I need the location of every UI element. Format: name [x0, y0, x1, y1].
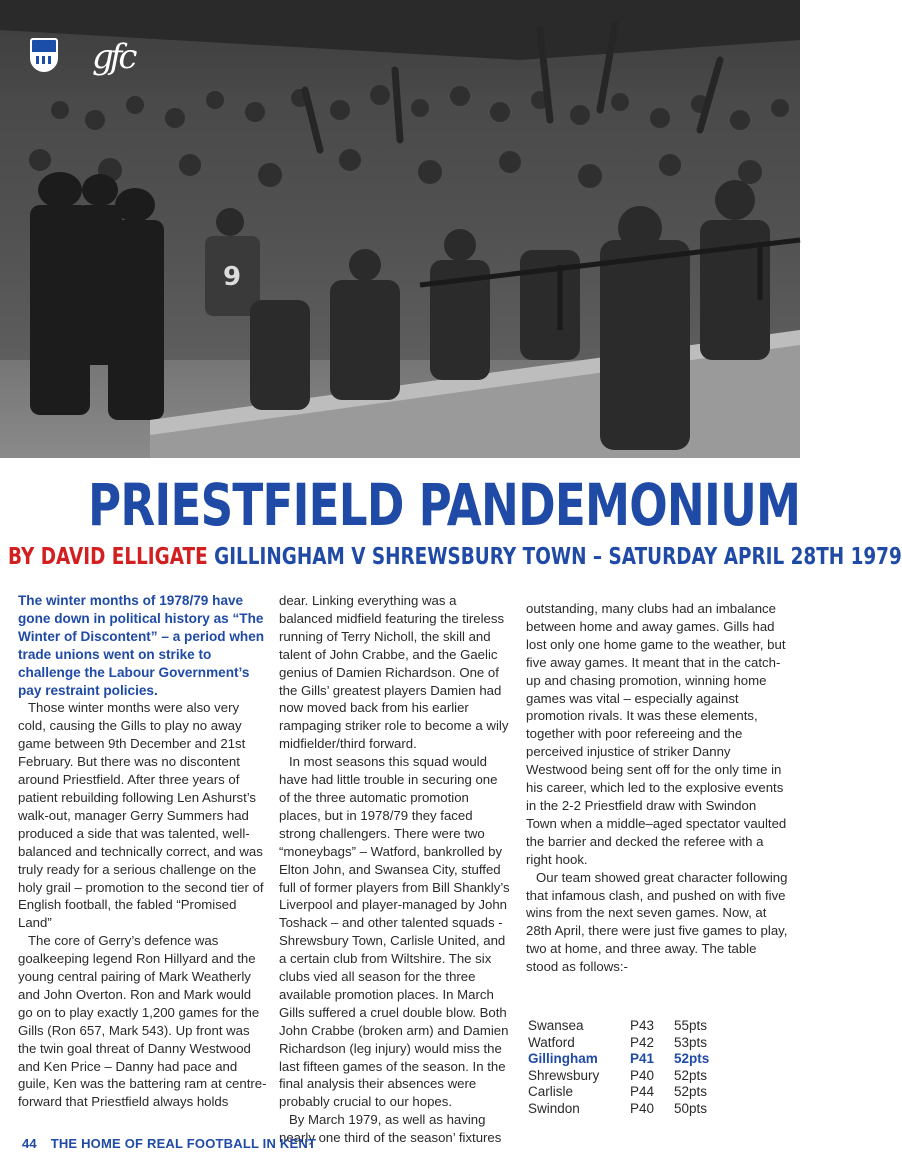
column-2	[279, 592, 511, 1147]
club-crest-icon	[30, 38, 58, 72]
league-row	[528, 1051, 734, 1068]
crest-stripes	[36, 56, 52, 64]
league-row	[528, 1068, 734, 1085]
hero-photo	[0, 0, 800, 458]
games-played: P41	[630, 1051, 655, 1067]
paragraph-3: In most seasons this squad would have had little trouble in securing one of the three automatic promotion places, but in 1978/79 they faced strong challengers. There were two “moneybags” – Watford, bankrolled by Elton John, and Swansea City, stuffed full of former players from Bill Shankly’s Liverpool and player-managed by John Toshack – and other talented squads - Shrewsbury Town, Carlisle United, and a certain club from Wiltshire. The six clubs vied all season for the three available promotion places. In March Gills suffered a cruel double blow. Both John Crabbe (broken arm) and Damien Richardson (leg injury) would miss the last fifteen games of the season. In the final analysis their absences were probably crucial to our hopes.	[279, 754, 510, 1110]
column-3	[526, 600, 790, 976]
paragraph-5: Our team showed great character following that infamous clash, and pushed on with five wins from the next seven games. Now, at 28th April, there were just five games to play, two at home, and three away. The table stood as follows:-	[526, 869, 788, 975]
points: 52pts	[674, 1051, 710, 1067]
team-name: Carlisle	[528, 1084, 574, 1100]
team-name: Swindon	[528, 1100, 580, 1116]
games-played: P40	[630, 1100, 655, 1116]
team-name: Swansea	[528, 1018, 584, 1033]
paragraph-1: Those winter months were also very cold, causing the Gills to play no away game between 9th December and 21st February. But there was no discontent around Priestfield. After three years of patient rebuilding following Len Ashurst’s walk-out, manager Gerry Summers had produced a side that was talented, well-balanced and technically correct, and was truly ready for a serious challenge on the holy grail – promotion to the second tier of English football, the fabled “Promised Land”	[18, 700, 264, 931]
footer-tagline: THE HOME OF REAL FOOTBALL IN KENT	[50, 1136, 317, 1151]
league-table-body	[528, 1018, 734, 1118]
article-subhead	[8, 543, 902, 571]
league-row	[528, 1018, 734, 1035]
league-row	[528, 1101, 734, 1118]
team-name: Shrewsbury	[528, 1067, 600, 1083]
points: 53pts	[674, 1034, 708, 1050]
games-played: P42	[630, 1034, 655, 1050]
team-name: Gillingham	[528, 1051, 598, 1067]
gfc-logo: gfc	[92, 37, 134, 77]
league-row	[528, 1035, 734, 1052]
column-1	[18, 592, 268, 1111]
games-played: P40	[630, 1067, 655, 1083]
points: 52pts	[674, 1084, 708, 1100]
match-title: GILLINGHAM V SHREWSBURY TOWN – SATURDAY APRIL 28TH 1979	[214, 544, 902, 570]
games-played: P44	[630, 1084, 655, 1100]
paragraph-2-end: dear. Linking everything was a balanced midfield featuring the tireless running of Terry Nicholl, the skill and talent of John Crabbe, and the Gaelic genius of Damien Richardson. One of the Gills’ greatest players Damien had now moved back from his earlier rampaging striker role to become a wily midfielder/third forward.	[279, 593, 509, 752]
points: 50pts	[674, 1100, 708, 1116]
paragraph-2-start: The core of Gerry’s defence was goalkeeping legend Ron Hillyard and the young central pairing of Mark Weatherly and John Overton. Ron and Mark would go on to play exactly 1,200 games for the Gills (Ron 657, Mark 543). Up front was the twin goal threat of Danny Westwood and Ken Price – Danny had pace and guile, Ken was the battering ram at centre-forward that Priestfield always holds	[18, 933, 267, 1110]
article-headline: PRIESTFIELD PANDEMONIUM	[88, 471, 801, 539]
lead-paragraph: The winter months of 1978/79 have gone down in political history as “The Winter of Discontent” – a period when trade unions went on strike to challenge the Labour Government’s pay restraint policies.	[18, 593, 265, 698]
page-footer	[22, 1136, 316, 1151]
points: 55pts	[674, 1018, 708, 1033]
page-number: 44	[22, 1136, 37, 1151]
games-played: P43	[630, 1018, 655, 1033]
paragraph-4-end: outstanding, many clubs had an imbalance between home and away games. Gills had lost only one home game to the weather, but five away games. It meant that in the catch-up and chasing promotion, winning home games was vital – especially against promotion rivals. It was these elements, together with poor refereeing and the perceived injustice of striker Danny Westwood being sent off for the only time in his career, which led to the explosive events in the 2-2 Priestfield draw with Swindon Town when a middle–aged spectator vaulted the barrier and decked the referee with a right hook.	[526, 601, 787, 867]
paragraph-4-start: By March 1979, as well as having nearly one third of the season’ fixtures	[279, 1112, 502, 1146]
league-row	[528, 1084, 734, 1101]
team-name: Watford	[528, 1034, 575, 1050]
points: 52pts	[674, 1067, 708, 1083]
svg-text:9: 9	[222, 262, 242, 292]
league-table	[528, 1018, 734, 1118]
byline: BY DAVID ELLIGATE	[8, 544, 208, 570]
